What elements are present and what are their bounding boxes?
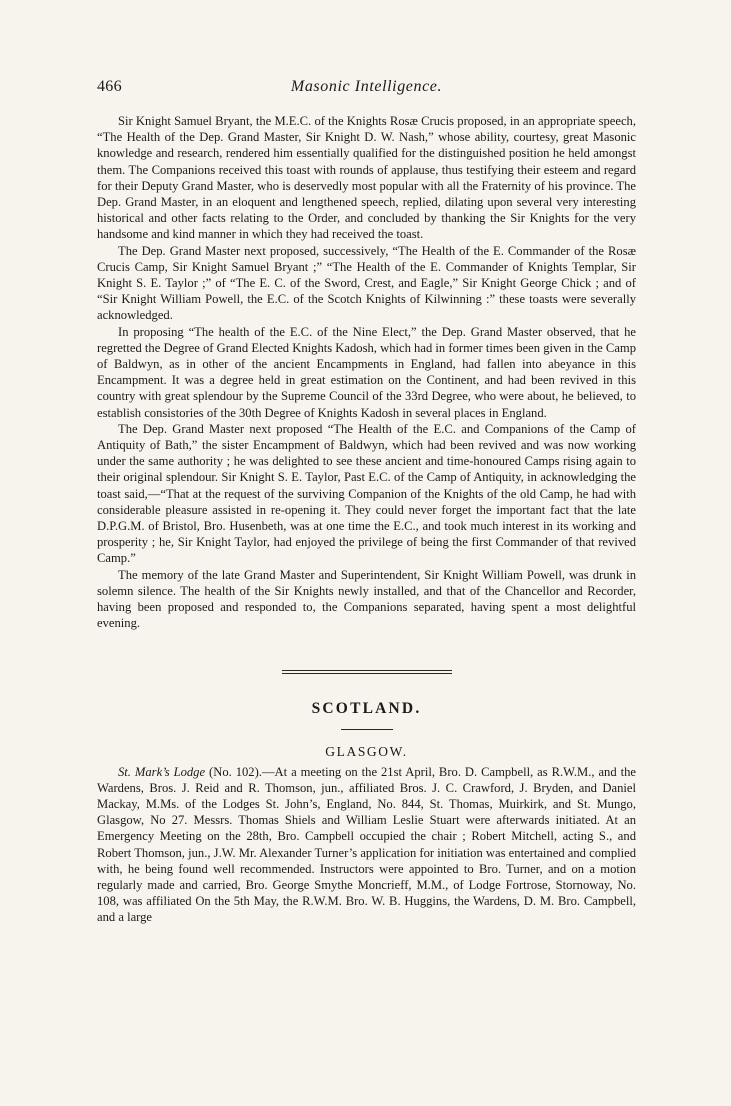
- paragraph-toast-dep-grand-master: Sir Knight Samuel Bryant, the M.E.C. of the Knights Rosæ Crucis proposed, in an appropriate speech, “The Health of the Dep. Grand Master, Sir Knight D. W. Nash,” whose ability, courtesy, great Masonic knowledge and research, rendered him essentially qualified for the distinguished position he held amongst them. The Companions received this toast with rounds of applause, thus testifying their esteem and regard for their Deputy Grand Master, who is deservedly most popular with all the Fraternity of his province. The Dep. Grand Master, in an eloquent and lengthened speech, replied, dilating upon several very interesting historical and other facts relating to the Order, and concluded by thanking the Sir Knights for the very handsome and kind manner in which they had received the toast.: [97, 114, 636, 242]
- paragraph-st-marks-lodge: [97, 764, 636, 926]
- lodge-name: St. Mark’s Lodge: [118, 764, 206, 779]
- heading-rule: [341, 729, 393, 730]
- divider-line: [282, 673, 452, 674]
- section-divider: [282, 670, 452, 674]
- section-subheading: GLASGOW.: [325, 743, 408, 759]
- article-body: [97, 113, 636, 632]
- lodge-paragraph-text: (No. 102).—At a meeting on the 21st April, Bro. D. Campbell, as R.W.M., and the Wardens, Bros. J. Reid and R. Thomson, jun., affiliated Bros. J. C. Crawford, J. Bryden, and Daniel Mackay, M.Ms. of the Lodges St. John’s, England, No. 844, St. Thomas, Muirkirk, and St. Mungo, Glasgow, No 27. Messrs. Thomas Shiels and William Leslie Stuart were afterwards initiated. At an Emergency Meeting on the 28th, Bro. Campbell occupied the chair ; Robert Mitchell, acting S., and Robert Thomson, jun., J.W. Mr. Alexander Turner’s application for initiation was entertained and complied with, he being found well recommended. Instructors were appointed to Bro. Turner, and on a motion regularly made and carried, Bro. George Smythe Moncrieff, M.M., of Lodge Fortrose, Stornoway, No. 108, was affiliated On the 5th May, the R.W.M. Bro. W. B. Huggins, the Wardens, D. M. Bro. Campbell, and a large: [97, 764, 636, 925]
- running-title: Masonic Intelligence.: [290, 78, 443, 95]
- divider-line: [282, 670, 452, 671]
- paragraph-camp-of-antiquity: The Dep. Grand Master next proposed “The Health of the E.C. and Companions of the Camp of Antiquity of Bath,” the sister Encampment of Baldwyn, which had been revived and was now working under the same authority ; he was delighted to see these ancient and time-honoured Camps rising again to their original splendour. Sir Knight S. E. Taylor, Past E.C. of the Camp of Antiquity, in acknowledging the toast said,—“That at the request of the surviving Companion of the Knights of the old Camp, he had with considerable pleasure assisted in re-opening it. They could never forget the important fact that the late D.P.G.M. of Bristol, Bro. Husenbeth, was at one time the E.C., and took much interest in its working and prosperity ; he, Sir Knight Taylor, had enjoyed the privilege of being the first Commander of that revived Camp.”: [97, 421, 636, 566]
- page-number: 466: [97, 78, 122, 95]
- paragraph-successive-toasts: The Dep. Grand Master next proposed, successively, “The Health of the E. Commander of the Rosæ Crucis Camp, Sir Knight Samuel Bryant ;” “The Health of the E. Commander of Knights Templar, Sir Knight S. E. Taylor ;” of “The E. C. of the Sword, Crest, and Eagle,” Sir Knight George Chick ; and of “Sir Knight William Powell, the E.C. of the Scotch Knights of Kilwinning :” these toasts were severally acknowledged.: [97, 243, 636, 323]
- page-header: [97, 78, 636, 100]
- scotland-body: [97, 764, 636, 926]
- paragraph-memory-grand-master: The memory of the late Grand Master and Superintendent, Sir Knight William Powell, was drunk in solemn silence. The health of the Sir Knights newly installed, and that of the Chancellor and Recorder, having been proposed and responded to, the Companions separated, having spent a most delightful evening.: [97, 567, 636, 631]
- section-heading: SCOTLAND.: [311, 699, 422, 717]
- paragraph-nine-elect: In proposing “The health of the E.C. of the Nine Elect,” the Dep. Grand Master observed, that he regretted the Degree of Grand Elected Knights Kadosh, which had in former times been given in the Camp of Baldwyn, as in other of the ancient Encampments in England, had fallen into abeyance in this Encampment. It was a degree held in great estimation on the Continent, and had been revived in this country with great splendour by the Supreme Council of the 33rd Degree, who were about, he believed, to establish consistories of the 30th Degree of Knights Kadosh in several places in England.: [97, 324, 636, 420]
